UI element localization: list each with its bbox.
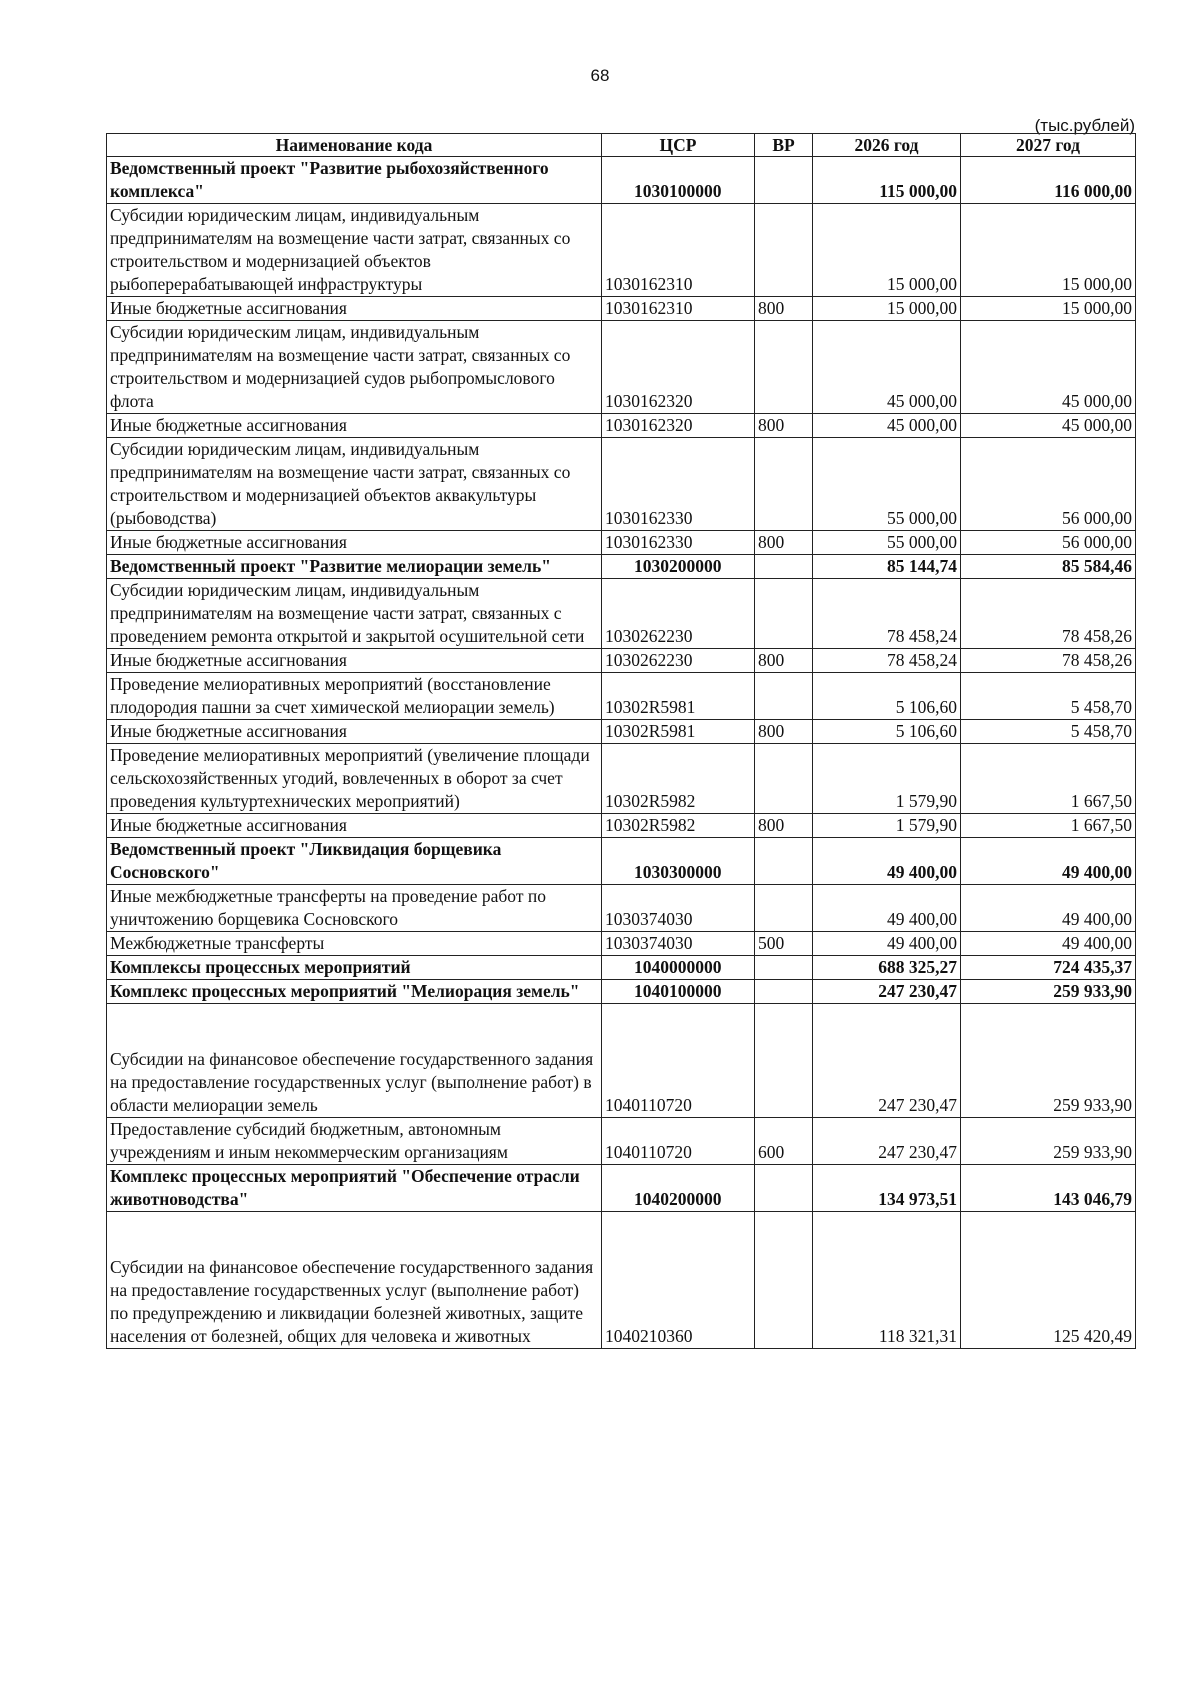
table-row: [107, 744, 1136, 814]
row-2027: 1 667,50: [961, 744, 1136, 814]
row-2026: 55 000,00: [813, 531, 961, 555]
row-csr: 1040210360: [602, 1212, 755, 1349]
row-name: Проведение мелиоративных мероприятий (увеличение площади сельскохозяйственных угодий, вовлеченных в оборот за счет проведения культуртехнических мероприятий): [107, 744, 602, 814]
row-2026: 1 579,90: [813, 814, 961, 838]
row-2027: 5 458,70: [961, 673, 1136, 720]
row-name: Иные бюджетные ассигнования: [107, 531, 602, 555]
row-name: Субсидии на финансовое обеспечение государственного задания на предоставление государственных услуг (выполнение работ) по предупреждению и ликвидации болезней животных, защите населения от болезней, общих для человека и животных: [107, 1212, 602, 1349]
row-2027: 49 400,00: [961, 932, 1136, 956]
row-2027: 56 000,00: [961, 531, 1136, 555]
header-name: Наименование кода: [107, 134, 602, 157]
table-row: [107, 885, 1136, 932]
table-row: [107, 980, 1136, 1004]
table-row: [107, 1165, 1136, 1212]
header-vr: ВР: [755, 134, 813, 157]
row-csr: 1040110720: [602, 1004, 755, 1118]
row-csr: 1030162310: [602, 297, 755, 321]
row-2026: 134 973,51: [813, 1165, 961, 1212]
row-vr: [755, 204, 813, 297]
row-2026: 85 144,74: [813, 555, 961, 579]
row-2026: 15 000,00: [813, 204, 961, 297]
table-body: [107, 157, 1136, 1349]
table-row: [107, 956, 1136, 980]
row-name: Иные бюджетные ассигнования: [107, 649, 602, 673]
table-row: [107, 1118, 1136, 1165]
row-2027: 15 000,00: [961, 297, 1136, 321]
row-name: Межбюджетные трансферты: [107, 932, 602, 956]
table-row: [107, 204, 1136, 297]
table-row: [107, 555, 1136, 579]
row-vr: [755, 1165, 813, 1212]
row-csr: 10302R5982: [602, 814, 755, 838]
row-vr: [755, 744, 813, 814]
row-2027: 49 400,00: [961, 885, 1136, 932]
table-row: [107, 649, 1136, 673]
row-name: Комплекс процессных мероприятий "Обеспечение отрасли животноводства": [107, 1165, 602, 1212]
row-csr: 10302R5981: [602, 673, 755, 720]
table-row: [107, 932, 1136, 956]
row-vr: [755, 157, 813, 204]
row-csr: 1030162320: [602, 321, 755, 414]
row-name: Иные межбюджетные трансферты на проведение работ по уничтожению борщевика Сосновского: [107, 885, 602, 932]
row-2026: 5 106,60: [813, 673, 961, 720]
header-2026: 2026 год: [813, 134, 961, 157]
row-2026: 247 230,47: [813, 1004, 961, 1118]
row-vr: [755, 1212, 813, 1349]
row-2027: 724 435,37: [961, 956, 1136, 980]
row-name: Иные бюджетные ассигнования: [107, 720, 602, 744]
row-vr: 600: [755, 1118, 813, 1165]
row-2026: 49 400,00: [813, 932, 961, 956]
row-name: Ведомственный проект "Развитие рыбохозяйственного комплекса": [107, 157, 602, 204]
row-2026: 45 000,00: [813, 321, 961, 414]
table-row: [107, 579, 1136, 649]
row-csr: 1030262230: [602, 649, 755, 673]
row-2026: 55 000,00: [813, 438, 961, 531]
row-csr: 1030162310: [602, 204, 755, 297]
table-row: [107, 838, 1136, 885]
row-vr: [755, 885, 813, 932]
row-2026: 247 230,47: [813, 980, 961, 1004]
row-vr: [755, 673, 813, 720]
row-2026: 78 458,24: [813, 579, 961, 649]
header-2027: 2027 год: [961, 134, 1136, 157]
row-vr: 800: [755, 814, 813, 838]
row-2026: 118 321,31: [813, 1212, 961, 1349]
row-name: Иные бюджетные ассигнования: [107, 814, 602, 838]
row-csr: 1030200000: [602, 555, 755, 579]
row-2026: 115 000,00: [813, 157, 961, 204]
row-csr: 10302R5981: [602, 720, 755, 744]
row-vr: 800: [755, 531, 813, 555]
row-csr: 1030162330: [602, 438, 755, 531]
row-csr: 1040200000: [602, 1165, 755, 1212]
row-csr: 1030162330: [602, 531, 755, 555]
row-name: Комплекс процессных мероприятий "Мелиорация земель": [107, 980, 602, 1004]
row-vr: 500: [755, 932, 813, 956]
row-vr: [755, 1004, 813, 1118]
row-name: Ведомственный проект "Ликвидация борщевика Сосновского": [107, 838, 602, 885]
row-2026: 49 400,00: [813, 885, 961, 932]
row-name: Комплексы процессных мероприятий: [107, 956, 602, 980]
row-csr: 1040000000: [602, 956, 755, 980]
row-name: Иные бюджетные ассигнования: [107, 297, 602, 321]
row-csr: 10302R5982: [602, 744, 755, 814]
units-label: (тыс.рублей): [1034, 116, 1135, 135]
row-2026: 15 000,00: [813, 297, 961, 321]
row-name: Ведомственный проект "Развитие мелиорации земель": [107, 555, 602, 579]
table-row: [107, 297, 1136, 321]
row-2026: 78 458,24: [813, 649, 961, 673]
row-vr: [755, 321, 813, 414]
row-2027: 78 458,26: [961, 649, 1136, 673]
row-vr: [755, 438, 813, 531]
row-2027: 259 933,90: [961, 1004, 1136, 1118]
row-name: Предоставление субсидий бюджетным, автономным учреждениям и иным некоммерческим организациям: [107, 1118, 602, 1165]
row-name: Субсидии юридическим лицам, индивидуальным предпринимателям на возмещение части затрат, связанных со строительством и модернизацией судов рыбопромыслового флота: [107, 321, 602, 414]
row-csr: 1040100000: [602, 980, 755, 1004]
row-vr: [755, 980, 813, 1004]
row-vr: [755, 838, 813, 885]
row-name: Субсидии юридическим лицам, индивидуальным предпринимателям на возмещение части затрат, связанных со строительством и модернизацией объектов рыбоперерабатывающей инфраструктуры: [107, 204, 602, 297]
row-2026: 49 400,00: [813, 838, 961, 885]
table-row: [107, 157, 1136, 204]
row-2027: 1 667,50: [961, 814, 1136, 838]
row-2027: 49 400,00: [961, 838, 1136, 885]
row-2026: 45 000,00: [813, 414, 961, 438]
table-row: [107, 720, 1136, 744]
row-2027: 45 000,00: [961, 414, 1136, 438]
row-csr: 1030100000: [602, 157, 755, 204]
row-vr: 800: [755, 297, 813, 321]
row-vr: 800: [755, 720, 813, 744]
row-vr: 800: [755, 649, 813, 673]
row-vr: [755, 555, 813, 579]
row-2027: 45 000,00: [961, 321, 1136, 414]
row-csr: 1040110720: [602, 1118, 755, 1165]
table-row: [107, 531, 1136, 555]
row-name: Проведение мелиоративных мероприятий (восстановление плодородия пашни за счет химической мелиорации земель): [107, 673, 602, 720]
row-2027: 259 933,90: [961, 1118, 1136, 1165]
row-2027: 143 046,79: [961, 1165, 1136, 1212]
table-row: [107, 414, 1136, 438]
row-csr: 1030262230: [602, 579, 755, 649]
row-2027: 78 458,26: [961, 579, 1136, 649]
row-2026: 5 106,60: [813, 720, 961, 744]
row-2027: 125 420,49: [961, 1212, 1136, 1349]
table-row: [107, 1212, 1136, 1349]
row-name: Субсидии на финансовое обеспечение государственного задания на предоставление государственных услуг (выполнение работ) в области мелиорации земель: [107, 1004, 602, 1118]
budget-table: [106, 133, 1136, 1349]
row-2027: 85 584,46: [961, 555, 1136, 579]
row-csr: 1030300000: [602, 838, 755, 885]
row-vr: 800: [755, 414, 813, 438]
row-name: Субсидии юридическим лицам, индивидуальным предпринимателям на возмещение части затрат, связанных с проведением ремонта открытой и закрытой осушительной сети: [107, 579, 602, 649]
row-csr: 1030374030: [602, 932, 755, 956]
row-2027: 5 458,70: [961, 720, 1136, 744]
row-2027: 116 000,00: [961, 157, 1136, 204]
row-2026: 1 579,90: [813, 744, 961, 814]
row-name: Субсидии юридическим лицам, индивидуальным предпринимателям на возмещение части затрат, связанных со строительством и модернизацией объектов аквакультуры (рыбоводства): [107, 438, 602, 531]
row-2026: 247 230,47: [813, 1118, 961, 1165]
row-vr: [755, 579, 813, 649]
table-row: [107, 673, 1136, 720]
table-row: [107, 814, 1136, 838]
header-csr: ЦСР: [602, 134, 755, 157]
row-csr: 1030162320: [602, 414, 755, 438]
row-vr: [755, 956, 813, 980]
table-row: [107, 438, 1136, 531]
table-row: [107, 321, 1136, 414]
table-header-row: [107, 134, 1136, 157]
row-2026: 688 325,27: [813, 956, 961, 980]
row-2027: 15 000,00: [961, 204, 1136, 297]
row-name: Иные бюджетные ассигнования: [107, 414, 602, 438]
row-csr: 1030374030: [602, 885, 755, 932]
row-2027: 56 000,00: [961, 438, 1136, 531]
page-number: 68: [590, 66, 610, 85]
table-row: [107, 1004, 1136, 1118]
row-2027: 259 933,90: [961, 980, 1136, 1004]
